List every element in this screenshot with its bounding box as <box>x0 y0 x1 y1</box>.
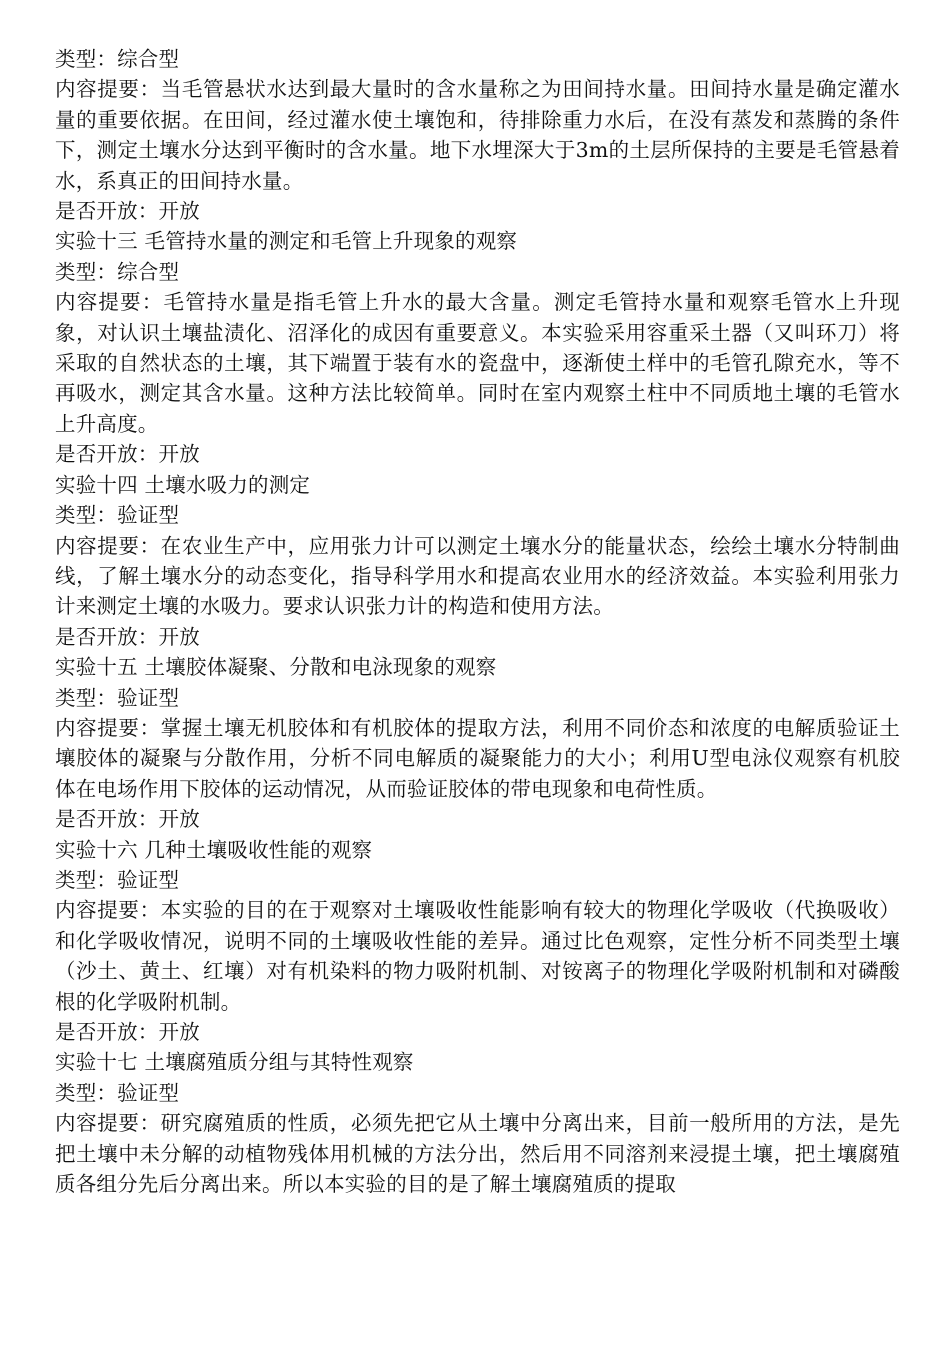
experiment-title: 实验十七 土壤腐殖质分组与其特性观察 <box>55 1050 414 1075</box>
content-summary: 内容提要：当毛管悬状水达到最大量时的含水量称之为田间持水量。田间持水量是确定灌水量的重要依据。在田间，经过灌水使土壤饱和，待排除重力水后，在没有蒸发和蒸腾的条件下，测定土壤水分达到平衡时的含水量。地下水埋深大于3m的土层所保持的主要是毛管悬着水，系真正的田间持水量。 <box>55 77 900 193</box>
type-label: 类型：综合型 <box>55 47 180 71</box>
open-status: 是否开放：开放 <box>55 1020 200 1044</box>
experiment-title: 实验十六 几种土壤吸收性能的观察 <box>55 837 373 862</box>
content-summary: 内容提要：毛管持水量是指毛管上升水的最大含量。测定毛管持水量和观察毛管水上升现象，对认识土壤盐渍化、沼泽化的成因有重要意义。本实验采用容重采土器（又叫环刀）将采取的自然状态的土壤，其下端置于装有水的瓷盘中，逐渐使土样中的毛管孔隙充水，等不再吸水，测定其含水量。这种方法比较简单。同时在室内观察土柱中不同质地土壤的毛管水上升高度。 <box>55 290 900 436</box>
type-label: 类型：验证型 <box>55 1080 180 1105</box>
experiment-title: 实验十四 土壤水吸力的测定 <box>55 472 311 497</box>
experiment-title: 实验十五 土壤胶体凝聚、分散和电泳现象的观察 <box>55 655 497 680</box>
type-label: 类型：综合型 <box>55 259 180 284</box>
open-status: 是否开放：开放 <box>55 624 200 649</box>
content-summary: 内容提要：掌握土壤无机胶体和有机胶体的提取方法，利用不同价态和浓度的电解质验证土壤胶体的凝聚与分散作用，分析不同电解质的凝聚能力的大小；利用U型电泳仪观察有机胶体在电场作用下胶体的运动情况，从而验证胶体的带电现象和电荷性质。 <box>55 715 900 801</box>
open-status: 是否开放：开放 <box>55 807 200 832</box>
open-status: 是否开放：开放 <box>55 199 200 224</box>
content-summary: 内容提要：本实验的目的在于观察对土壤吸收性能影响有较大的物理化学吸收（代换吸收）和化学吸收情况，说明不同的土壤吸收性能的差异。通过比色观察，定性分析不同类型土壤（沙土、黄土、红壤）对有机染料的物力吸附机制、对铵离子的物理化学吸附机制和对磷酸根的化学吸附机制。 <box>55 898 900 1014</box>
content-summary: 内容提要：在农业生产中，应用张力计可以测定土壤水分的能量状态，绘绘土壤水分特制曲线，了解土壤水分的动态变化，指导科学用水和提高农业用水的经济效益。本实验利用张力计来测定土壤的水吸力。要求认识张力计的构造和使用方法。 <box>55 533 900 619</box>
experiment-title: 实验十三 毛管持水量的测定和毛管上升现象的观察 <box>55 229 518 254</box>
open-status: 是否开放：开放 <box>55 442 200 467</box>
content-summary: 内容提要：研究腐殖质的性质，必须先把它从土壤中分离出来，目前一般所用的方法，是先把土壤中未分解的动植物残体用机械的方法分出，然后用不同溶剂来浸提土壤，把土壤腐殖质各组分先后分离出来。所以本实验的目的是了解土壤腐殖质的提取 <box>55 1111 900 1197</box>
type-label: 类型：验证型 <box>55 503 180 528</box>
type-label: 类型：验证型 <box>55 685 180 710</box>
document-page <box>55 44 900 1199</box>
type-label: 类型：验证型 <box>55 867 180 892</box>
